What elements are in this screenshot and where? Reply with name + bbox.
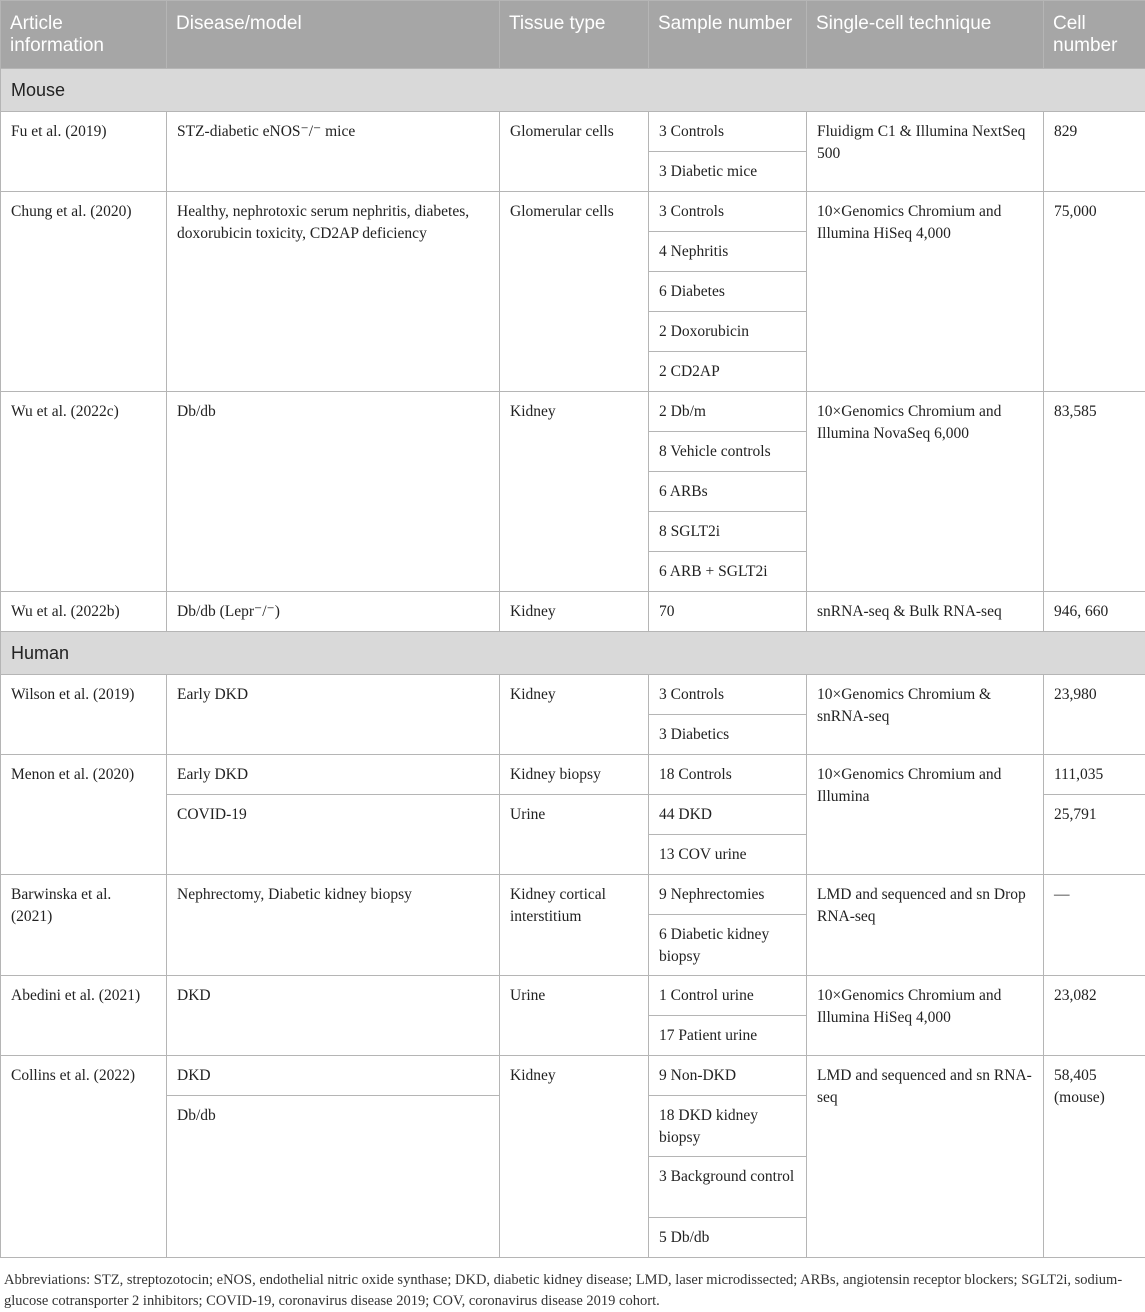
sample-cell: 6 ARB + SGLT2i [649, 552, 807, 592]
sample-cell: 3 Controls [649, 112, 807, 152]
sample-cell: 13 COV urine [649, 835, 807, 875]
tissue-cell: Glomerular cells [500, 112, 649, 192]
disease-cell: Db/db (Lepr⁻/⁻) [167, 592, 500, 632]
table-row [1, 592, 1145, 632]
table-row [1, 755, 1145, 795]
sample-cell: 5 Db/db [649, 1218, 807, 1258]
technique-cell: 10×Genomics Chromium and Illumina HiSeq 4,000 [807, 192, 1044, 392]
cells-cell: — [1044, 875, 1145, 976]
header-article: Article information [1, 1, 167, 69]
tissue-cell: Kidney [500, 1056, 649, 1258]
technique-cell: Fluidigm C1 & Illumina NextSeq 500 [807, 112, 1044, 192]
disease-cell: Early DKD [167, 675, 500, 755]
sample-cell: 9 Non-DKD [649, 1056, 807, 1096]
table-row [1, 112, 1145, 152]
sample-cell: 3 Controls [649, 675, 807, 715]
disease-cell: DKD [167, 1056, 500, 1096]
sample-cell: 6 ARBs [649, 472, 807, 512]
sample-cell: 3 Diabetic mice [649, 152, 807, 192]
technique-cell: snRNA-seq & Bulk RNA-seq [807, 592, 1044, 632]
section-label-mouse: Mouse [1, 69, 1145, 112]
header-technique: Single-cell technique [807, 1, 1044, 69]
header-tissue: Tissue type [500, 1, 649, 69]
sample-cell: 4 Nephritis [649, 232, 807, 272]
disease-cell: Nephrectomy, Diabetic kidney biopsy [167, 875, 500, 976]
article-cell: Collins et al. (2022) [1, 1056, 167, 1258]
cells-cell: 58,405 (mouse) [1044, 1056, 1145, 1258]
sample-cell: 18 Controls [649, 755, 807, 795]
table-row [1, 976, 1145, 1016]
sample-cell: 1 Control urine [649, 976, 807, 1016]
article-cell: Wu et al. (2022b) [1, 592, 167, 632]
cells-cell: 23,980 [1044, 675, 1145, 755]
table-row [1, 392, 1145, 432]
tissue-cell: Kidney [500, 592, 649, 632]
tissue-cell: Kidney [500, 675, 649, 755]
table-row [1, 192, 1145, 232]
cells-cell: 83,585 [1044, 392, 1145, 592]
cells-cell: 829 [1044, 112, 1145, 192]
sample-cell: 44 DKD [649, 795, 807, 835]
header-disease: Disease/model [167, 1, 500, 69]
disease-cell: Db/db [167, 1096, 500, 1258]
sample-cell: 6 Diabetes [649, 272, 807, 312]
sample-cell: 3 Controls [649, 192, 807, 232]
cells-cell: 25,791 [1044, 795, 1145, 875]
article-cell: Chung et al. (2020) [1, 192, 167, 392]
section-row-mouse [1, 69, 1145, 112]
disease-cell: STZ-diabetic eNOS⁻/⁻ mice [167, 112, 500, 192]
tissue-cell: Urine [500, 795, 649, 875]
article-cell: Fu et al. (2019) [1, 112, 167, 192]
table-row [1, 675, 1145, 715]
article-cell: Menon et al. (2020) [1, 755, 167, 875]
disease-cell: COVID-19 [167, 795, 500, 875]
article-cell: Barwinska et al. (2021) [1, 875, 167, 976]
tissue-cell: Kidney [500, 392, 649, 592]
sample-cell: 17 Patient urine [649, 1016, 807, 1056]
technique-cell: 10×Genomics Chromium & snRNA-seq [807, 675, 1044, 755]
tissue-cell: Urine [500, 976, 649, 1056]
sample-cell: 2 Doxorubicin [649, 312, 807, 352]
sample-cell: 3 Background control [649, 1157, 807, 1218]
header-row [1, 1, 1145, 69]
sample-cell: 8 SGLT2i [649, 512, 807, 552]
disease-cell: Db/db [167, 392, 500, 592]
sample-cell: 6 Diabetic kidney biopsy [649, 915, 807, 976]
section-row-human [1, 632, 1145, 675]
table-row [1, 875, 1145, 915]
cells-cell: 75,000 [1044, 192, 1145, 392]
disease-cell: Healthy, nephrotoxic serum nephritis, diabetes, doxorubicin toxicity, CD2AP deficiency [167, 192, 500, 392]
technique-cell: 10×Genomics Chromium and Illumina HiSeq 4,000 [807, 976, 1044, 1056]
article-cell: Wilson et al. (2019) [1, 675, 167, 755]
tissue-cell: Kidney cortical interstitium [500, 875, 649, 976]
technique-cell: 10×Genomics Chromium and Illumina [807, 755, 1044, 875]
table-footnote: Abbreviations: STZ, streptozotocin; eNOS, endothelial nitric oxide synthase; DKD, diabetic kidney disease; LMD, laser microdissected; ARBs, angiotensin receptor blockers; SGLT2i, sodium-glucose cotransporter 2 inhibitors; COVID-19, coronavirus disease 2019; COV, coronavirus disease 2019 cohort. [0, 1258, 1145, 1312]
disease-cell: Early DKD [167, 755, 500, 795]
cells-cell: 23,082 [1044, 976, 1145, 1056]
sample-cell: 70 [649, 592, 807, 632]
technique-cell: 10×Genomics Chromium and Illumina NovaSeq 6,000 [807, 392, 1044, 592]
sample-cell: 8 Vehicle controls [649, 432, 807, 472]
technique-cell: LMD and sequenced and sn RNA-seq [807, 1056, 1044, 1258]
sample-cell: 2 Db/m [649, 392, 807, 432]
header-sample: Sample number [649, 1, 807, 69]
article-cell: Abedini et al. (2021) [1, 976, 167, 1056]
header-cells: Cell number [1044, 1, 1145, 69]
tissue-cell: Kidney biopsy [500, 755, 649, 795]
section-label-human: Human [1, 632, 1145, 675]
tissue-cell: Glomerular cells [500, 192, 649, 392]
sample-cell: 2 CD2AP [649, 352, 807, 392]
disease-cell: DKD [167, 976, 500, 1056]
sample-cell: 18 DKD kidney biopsy [649, 1096, 807, 1157]
article-cell: Wu et al. (2022c) [1, 392, 167, 592]
cells-cell: 946, 660 [1044, 592, 1145, 632]
table-row [1, 1056, 1145, 1096]
technique-cell: LMD and sequenced and sn Drop RNA-seq [807, 875, 1044, 976]
sample-cell: 3 Diabetics [649, 715, 807, 755]
sample-cell: 9 Nephrectomies [649, 875, 807, 915]
cells-cell: 111,035 [1044, 755, 1145, 795]
